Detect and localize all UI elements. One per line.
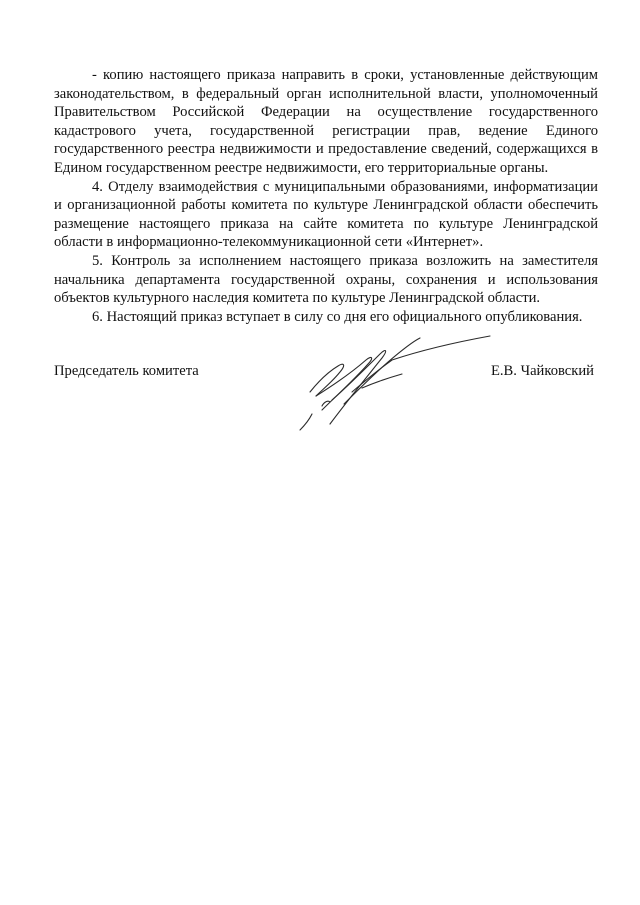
paragraph-copy-directive: - копию настоящего приказа направить в сроки, установленные действующим законодательством, в федеральный орган исполнительной власти, уполномоченный Правительством Российской Федерации на осуществление государственного кадастрового учета, государственной регистрации прав, ведение Единого государственного реестра недвижимости и предоставление сведений, содержащихся в Едином государственном реестре недвижимости, его территориальные органы. (54, 67, 598, 176)
signatory-position: Председатель комитета (54, 363, 199, 379)
paragraph-item-6: 6. Настоящий приказ вступает в силу со дня его официального опубликования. (92, 308, 583, 325)
document-body (54, 66, 598, 326)
handwritten-signature (292, 330, 492, 435)
signatory-name: Е.В. Чайковский (490, 363, 594, 379)
paragraph-item-4: 4. Отделу взаимодействия с муниципальными образованиями, информатизации и организационной работы комитета по культуре Ленинградской области обеспечить размещение настоящего приказа на сайте комитета по культуре Ленинградской области в информационно-телекоммуникационной сети «Интернет». (54, 178, 598, 251)
paragraph-item-5: 5. Контроль за исполнением настоящего приказа возложить на заместителя начальника департамента государственной охраны, сохранения и использования объектов культурного наследия комитета по культуре Ленинградской области. (54, 252, 598, 307)
